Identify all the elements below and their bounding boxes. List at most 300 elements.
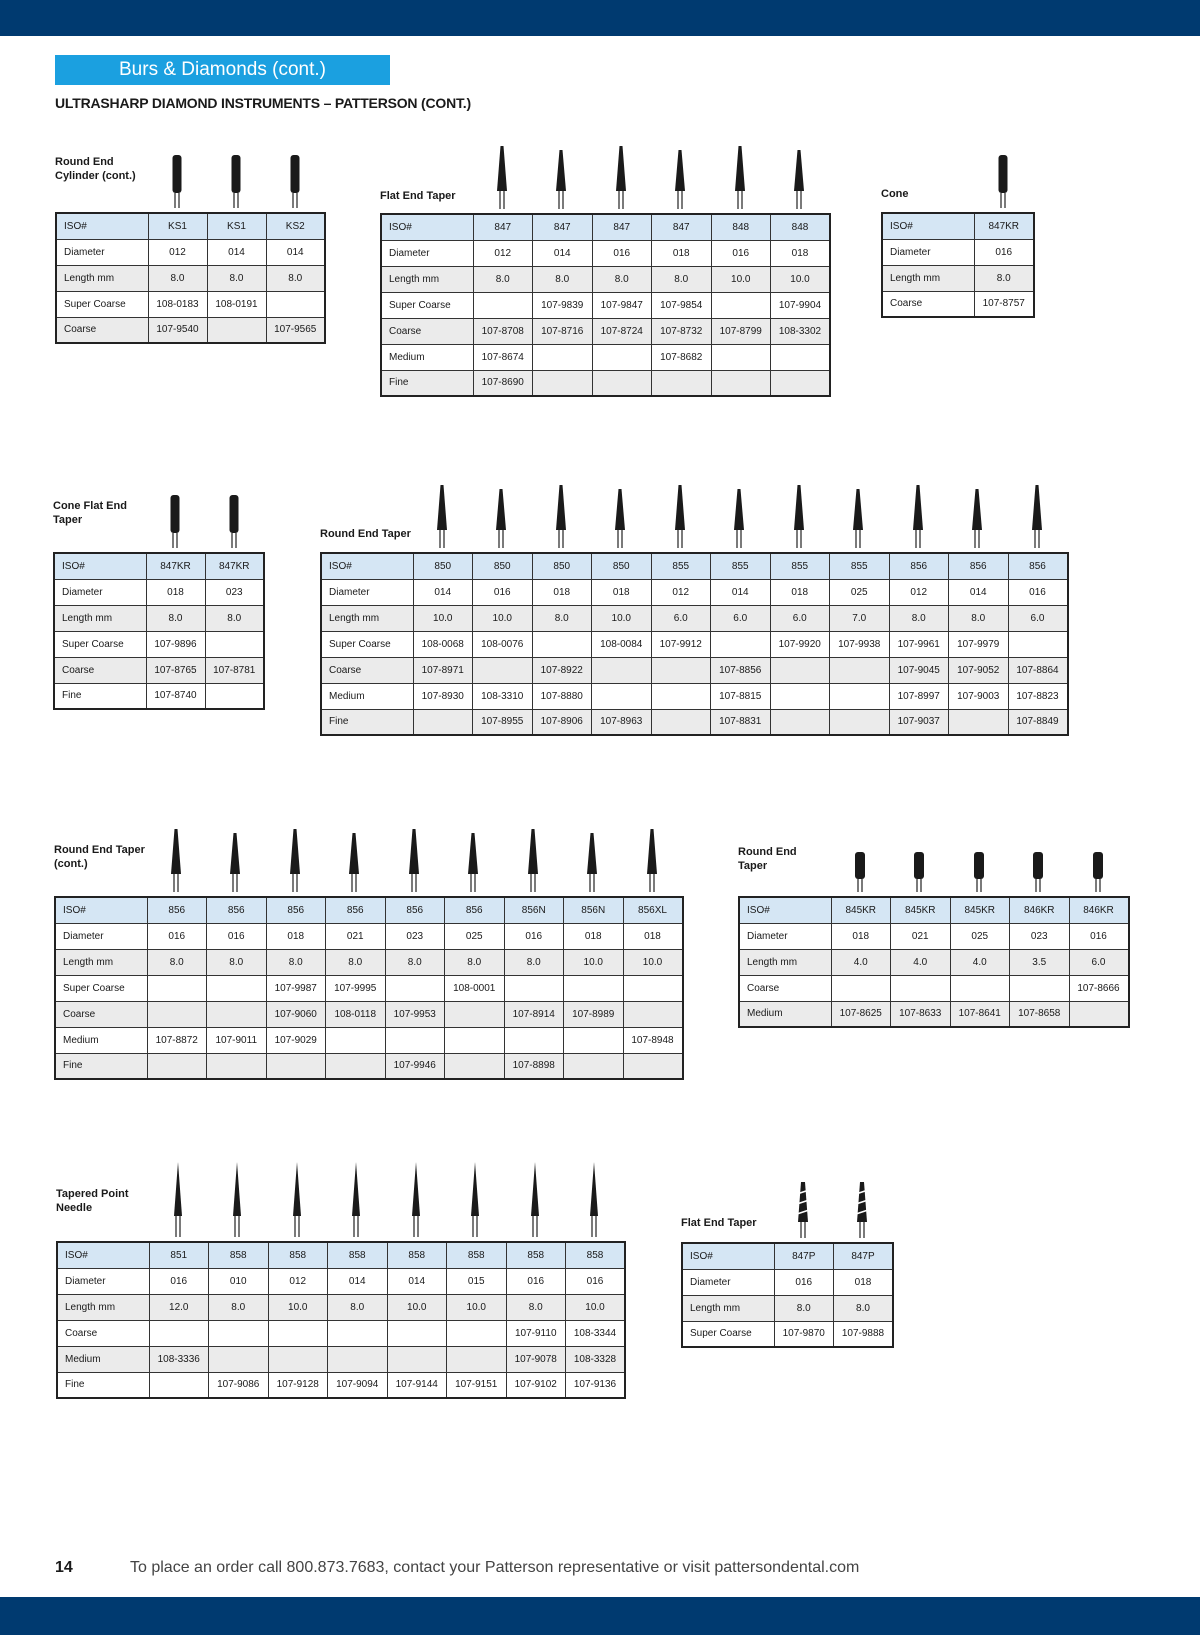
- table-1-label: [55, 155, 136, 183]
- table-7-label-line: Round End: [738, 846, 797, 858]
- table-row: [682, 1269, 893, 1295]
- table-cell: 10.0: [447, 1294, 507, 1320]
- table-cell: [207, 317, 266, 343]
- row-label: Length mm: [57, 1294, 149, 1320]
- table-row: [682, 1321, 893, 1347]
- bur-icon: [563, 827, 623, 892]
- table-cell: 10.0: [387, 1294, 447, 1320]
- table-row: [381, 344, 830, 370]
- table-cell: 107-9888: [834, 1321, 894, 1347]
- bur-icon: [505, 1162, 565, 1237]
- table-cell: 018: [652, 240, 712, 266]
- table-row: [55, 1053, 683, 1079]
- bur-icon: [1009, 847, 1069, 892]
- table-cell: 107-8641: [950, 1001, 1010, 1027]
- row-label: Super Coarse: [56, 291, 148, 317]
- table-cell: 018: [564, 923, 624, 949]
- table-cell: 107-8997: [889, 683, 949, 709]
- table-cell: 025: [830, 579, 890, 605]
- table-cell: 018: [771, 240, 831, 266]
- table-cell: 856: [266, 897, 326, 923]
- table-row: [739, 923, 1129, 949]
- table-4-label-line: Cone Flat End: [53, 500, 127, 512]
- bur-icon: [949, 847, 1009, 892]
- table-cell: 107-8955: [473, 709, 533, 735]
- table-9-label-line: Flat End Taper: [681, 1217, 757, 1229]
- table-cell: 850: [473, 553, 533, 579]
- table-cell: 108-0118: [326, 1001, 386, 1027]
- table-cell: 107-9961: [889, 631, 949, 657]
- table-cell: 015: [447, 1268, 507, 1294]
- table-cell: 8.0: [949, 605, 1009, 631]
- page-number: 14: [55, 1559, 73, 1576]
- bur-icon: [472, 144, 532, 209]
- table-cell: 8.0: [146, 605, 205, 631]
- table-cell: 10.0: [268, 1294, 328, 1320]
- table-cell: 8.0: [266, 949, 326, 975]
- row-label: ISO#: [882, 213, 974, 239]
- row-label: Diameter: [55, 923, 147, 949]
- table-row: [321, 553, 1068, 579]
- table-cell: 847: [533, 214, 593, 240]
- table-cell: 855: [830, 553, 890, 579]
- bur-icon: [769, 483, 829, 548]
- table-cell: 856: [1008, 553, 1068, 579]
- table-cell: [533, 344, 593, 370]
- table-1-bur-images: [147, 153, 324, 208]
- table-cell: 016: [473, 579, 533, 605]
- table-cell: 108-0191: [207, 291, 266, 317]
- table-row: [56, 291, 325, 317]
- table-row: [381, 240, 830, 266]
- table-cell: [445, 1053, 505, 1079]
- table-cell: 025: [950, 923, 1010, 949]
- table-cell: 012: [473, 240, 533, 266]
- table-6-bur-images: [146, 827, 682, 892]
- table-cell: 023: [385, 923, 445, 949]
- table-row: [56, 265, 325, 291]
- table-cell: [592, 683, 652, 709]
- table-cell: 845KR: [950, 897, 1010, 923]
- row-label: ISO#: [56, 213, 148, 239]
- row-label: Length mm: [54, 605, 146, 631]
- table-cell: 021: [326, 923, 386, 949]
- table-5-label-line: Round End Taper: [320, 528, 411, 540]
- table-2-label: [380, 189, 456, 203]
- bur-icon: [890, 847, 950, 892]
- table-6-label-line: Round End Taper: [54, 844, 145, 856]
- table-cell: 012: [889, 579, 949, 605]
- table-cell: 107-8781: [205, 657, 264, 683]
- table-cell: 014: [533, 240, 593, 266]
- bur-icon: [830, 847, 890, 892]
- bur-icon: [948, 483, 1008, 548]
- table-cell: 8.0: [774, 1295, 834, 1321]
- table-cell: 016: [566, 1268, 626, 1294]
- table-row: [321, 683, 1068, 709]
- table-cell: 107-8898: [504, 1053, 564, 1079]
- table-cell: [623, 1053, 683, 1079]
- table-cell: 6.0: [1069, 949, 1129, 975]
- table-cell: 014: [711, 579, 771, 605]
- row-label: Coarse: [321, 657, 413, 683]
- table-cell: 108-0076: [473, 631, 533, 657]
- table-cell: 014: [413, 579, 473, 605]
- table-cell: 023: [205, 579, 264, 605]
- table-cell: 8.0: [533, 266, 593, 292]
- table-cell: 10.0: [473, 605, 533, 631]
- table-row: [882, 265, 1034, 291]
- table-cell: 8.0: [592, 266, 652, 292]
- bur-icon: [888, 483, 948, 548]
- table-3-label-line: Cone: [881, 188, 909, 200]
- table-cell: 107-9540: [148, 317, 207, 343]
- table-cell: 107-8799: [711, 318, 771, 344]
- table-cell: 6.0: [651, 605, 711, 631]
- bur-icon: [147, 153, 206, 208]
- table-cell: [387, 1346, 447, 1372]
- table-cell: 107-8856: [711, 657, 771, 683]
- table-cell: [711, 631, 771, 657]
- table-cell: [652, 370, 712, 396]
- table-6: [54, 896, 684, 1080]
- table-cell: 108-3310: [473, 683, 533, 709]
- table-9: [681, 1242, 894, 1348]
- table-cell: 7.0: [830, 605, 890, 631]
- table-cell: 107-8849: [1008, 709, 1068, 735]
- table-cell: 8.0: [504, 949, 564, 975]
- row-label: Super Coarse: [321, 631, 413, 657]
- table-cell: 018: [592, 579, 652, 605]
- bur-icon: [710, 483, 770, 548]
- table-cell: 108-0068: [413, 631, 473, 657]
- table-cell: [564, 1027, 624, 1053]
- table-cell: 018: [532, 579, 592, 605]
- table-cell: 107-8880: [532, 683, 592, 709]
- table-cell: [473, 657, 533, 683]
- table-cell: 012: [268, 1268, 328, 1294]
- table-cell: 018: [623, 923, 683, 949]
- table-cell: 845KR: [891, 897, 951, 923]
- table-cell: [385, 1027, 445, 1053]
- row-label: Coarse: [54, 657, 146, 683]
- table-cell: 858: [566, 1242, 626, 1268]
- table-cell: 846KR: [1069, 897, 1129, 923]
- table-cell: 107-8757: [974, 291, 1034, 317]
- table-9-label: [681, 1216, 757, 1230]
- table-9-bur-images: [773, 1180, 892, 1238]
- row-label: Length mm: [56, 265, 148, 291]
- table-row: [55, 923, 683, 949]
- table-row: [55, 897, 683, 923]
- table-cell: 012: [651, 579, 711, 605]
- table-cell: 10.0: [564, 949, 624, 975]
- table-cell: 856: [385, 897, 445, 923]
- table-cell: 107-9839: [533, 292, 593, 318]
- table-cell: 107-8872: [147, 1027, 207, 1053]
- table-row: [381, 214, 830, 240]
- table-8-label: [56, 1187, 129, 1215]
- table-cell: [770, 683, 830, 709]
- table-row: [55, 1027, 683, 1053]
- table-cell: [149, 1320, 209, 1346]
- bur-icon: [472, 483, 532, 548]
- table-cell: 107-8971: [413, 657, 473, 683]
- bur-icon: [591, 483, 651, 548]
- table-cell: 107-9102: [506, 1372, 566, 1398]
- table-cell: 014: [387, 1268, 447, 1294]
- row-label: Fine: [54, 683, 146, 709]
- table-row: [56, 317, 325, 343]
- bur-icon: [651, 144, 711, 209]
- table-cell: [445, 1027, 505, 1053]
- table-cell: 018: [831, 923, 891, 949]
- table-row: [54, 579, 264, 605]
- table-cell: KS2: [266, 213, 325, 239]
- bur-icon: [650, 483, 710, 548]
- table-row: [54, 631, 264, 657]
- row-label: Medium: [739, 1001, 831, 1027]
- top-bar: [0, 0, 1200, 36]
- table-cell: 016: [207, 923, 267, 949]
- row-label: Diameter: [56, 239, 148, 265]
- bur-icon: [444, 827, 504, 892]
- table-cell: [413, 709, 473, 735]
- table-cell: [209, 1320, 269, 1346]
- table-cell: 847P: [834, 1243, 894, 1269]
- table-cell: 107-9045: [889, 657, 949, 683]
- table-cell: [623, 975, 683, 1001]
- table-3: [881, 212, 1035, 318]
- table-cell: 012: [148, 239, 207, 265]
- bur-icon: [773, 1180, 833, 1238]
- bur-icon: [1007, 483, 1067, 548]
- table-row: [54, 553, 264, 579]
- table-cell: 107-8625: [831, 1001, 891, 1027]
- table-cell: 025: [445, 923, 505, 949]
- table-row: [57, 1268, 625, 1294]
- table-row: [739, 1001, 1129, 1027]
- table-cell: 856: [326, 897, 386, 923]
- table-cell: 108-0001: [445, 975, 505, 1001]
- table-3-label: [881, 187, 909, 201]
- table-cell: 107-8989: [564, 1001, 624, 1027]
- table-cell: 107-9144: [387, 1372, 447, 1398]
- table-cell: 10.0: [566, 1294, 626, 1320]
- table-cell: [268, 1346, 328, 1372]
- table-cell: 12.0: [149, 1294, 209, 1320]
- table-row: [321, 631, 1068, 657]
- table-cell: 107-9920: [770, 631, 830, 657]
- table-cell: [949, 709, 1009, 735]
- table-cell: 108-3328: [566, 1346, 626, 1372]
- row-label: Fine: [55, 1053, 147, 1079]
- table-cell: 8.0: [147, 949, 207, 975]
- table-cell: 016: [504, 923, 564, 949]
- table-cell: 107-9060: [266, 1001, 326, 1027]
- table-row: [57, 1346, 625, 1372]
- bur-icon: [622, 827, 682, 892]
- table-cell: 023: [1010, 923, 1070, 949]
- table-cell: [328, 1346, 388, 1372]
- table-cell: 108-0084: [592, 631, 652, 657]
- table-cell: [268, 1320, 328, 1346]
- table-cell: 014: [328, 1268, 388, 1294]
- table-cell: 107-8716: [533, 318, 593, 344]
- bottom-bar: [0, 1597, 1200, 1635]
- table-cell: 855: [711, 553, 771, 579]
- row-label: Diameter: [882, 239, 974, 265]
- table-cell: [771, 344, 831, 370]
- bur-icon: [532, 144, 592, 209]
- table-7-label: [738, 845, 797, 873]
- bur-icon: [531, 483, 591, 548]
- table-cell: 4.0: [891, 949, 951, 975]
- table-cell: 8.0: [974, 265, 1034, 291]
- table-cell: 107-8930: [413, 683, 473, 709]
- table-cell: 016: [147, 923, 207, 949]
- table-row: [739, 975, 1129, 1001]
- row-label: Diameter: [381, 240, 473, 266]
- page-subtitle: ULTRASHARP DIAMOND INSTRUMENTS – PATTERSON (CONT.): [55, 95, 471, 111]
- table-row: [882, 291, 1034, 317]
- bur-icon: [265, 153, 324, 208]
- row-label: ISO#: [739, 897, 831, 923]
- table-cell: 10.0: [592, 605, 652, 631]
- table-cell: 10.0: [623, 949, 683, 975]
- table-cell: 8.0: [473, 266, 533, 292]
- bur-icon: [565, 1162, 625, 1237]
- table-cell: 856N: [564, 897, 624, 923]
- table-cell: [1069, 1001, 1129, 1027]
- table-cell: 018: [146, 579, 205, 605]
- row-label: Super Coarse: [381, 292, 473, 318]
- table-cell: 851: [149, 1242, 209, 1268]
- table-cell: KS1: [148, 213, 207, 239]
- table-cell: [533, 370, 593, 396]
- table-cell: 107-8666: [1069, 975, 1129, 1001]
- bur-icon: [829, 483, 889, 548]
- table-cell: 8.0: [532, 605, 592, 631]
- table-cell: [592, 344, 652, 370]
- table-cell: 107-9037: [889, 709, 949, 735]
- table-cell: 107-8740: [146, 683, 205, 709]
- table-cell: 107-9847: [592, 292, 652, 318]
- row-label: ISO#: [55, 897, 147, 923]
- row-label: Diameter: [321, 579, 413, 605]
- table-cell: 107-8674: [473, 344, 533, 370]
- table-5-label: [320, 527, 411, 541]
- table-cell: 6.0: [770, 605, 830, 631]
- table-row: [56, 239, 325, 265]
- table-cell: [651, 657, 711, 683]
- table-cell: [564, 1053, 624, 1079]
- table-cell: 847KR: [205, 553, 264, 579]
- table-2-label-line: Flat End Taper: [380, 190, 456, 202]
- bur-icon: [412, 483, 472, 548]
- table-cell: [711, 292, 771, 318]
- bur-icon: [833, 1180, 893, 1238]
- table-cell: 10.0: [771, 266, 831, 292]
- table-cell: 856: [207, 897, 267, 923]
- table-cell: 8.0: [506, 1294, 566, 1320]
- table-7-bur-images: [830, 847, 1128, 892]
- table-cell: 10.0: [413, 605, 473, 631]
- table-7: [738, 896, 1130, 1028]
- table-cell: 107-8658: [1010, 1001, 1070, 1027]
- row-label: Coarse: [882, 291, 974, 317]
- row-label: Coarse: [57, 1320, 149, 1346]
- row-label: ISO#: [682, 1243, 774, 1269]
- table-cell: 848: [771, 214, 831, 240]
- row-label: Medium: [57, 1346, 149, 1372]
- row-label: Coarse: [55, 1001, 147, 1027]
- table-8-bur-images: [148, 1162, 624, 1237]
- table-cell: [830, 683, 890, 709]
- table-4-bur-images: [145, 493, 263, 548]
- table-row: [54, 605, 264, 631]
- table-row: [739, 949, 1129, 975]
- table-cell: [532, 631, 592, 657]
- table-3-bur-images: [973, 153, 1033, 208]
- table-cell: 8.0: [266, 265, 325, 291]
- table-cell: 107-8690: [473, 370, 533, 396]
- row-label: Diameter: [739, 923, 831, 949]
- table-8-label-line: Tapered Point: [56, 1188, 129, 1200]
- table-cell: 107-8682: [652, 344, 712, 370]
- table-cell: [387, 1320, 447, 1346]
- row-label: Medium: [55, 1027, 147, 1053]
- row-label: Medium: [321, 683, 413, 709]
- row-label: Coarse: [56, 317, 148, 343]
- table-cell: 858: [506, 1242, 566, 1268]
- bur-icon: [770, 144, 830, 209]
- table-cell: 018: [770, 579, 830, 605]
- table-cell: [447, 1320, 507, 1346]
- table-1-label-line: Cylinder (cont.): [55, 170, 136, 182]
- table-cell: 107-8708: [473, 318, 533, 344]
- table-row: [57, 1242, 625, 1268]
- table-cell: [771, 370, 831, 396]
- table-cell: 6.0: [1008, 605, 1068, 631]
- bur-icon: [327, 1162, 387, 1237]
- table-row: [381, 266, 830, 292]
- table-cell: 108-0183: [148, 291, 207, 317]
- table-cell: 107-8724: [592, 318, 652, 344]
- table-cell: 850: [532, 553, 592, 579]
- table-cell: 107-9904: [771, 292, 831, 318]
- table-6-label-line: (cont.): [54, 858, 88, 870]
- table-cell: 8.0: [326, 949, 386, 975]
- table-cell: 107-9912: [651, 631, 711, 657]
- bur-icon: [325, 827, 385, 892]
- table-cell: [651, 709, 711, 735]
- table-cell: 107-9078: [506, 1346, 566, 1372]
- table-cell: [447, 1346, 507, 1372]
- table-cell: 107-8765: [146, 657, 205, 683]
- table-cell: 858: [447, 1242, 507, 1268]
- table-4-label-line: Taper: [53, 514, 83, 526]
- row-label: Length mm: [739, 949, 831, 975]
- table-cell: 016: [711, 240, 771, 266]
- table-cell: 856: [949, 553, 1009, 579]
- row-label: ISO#: [321, 553, 413, 579]
- bur-icon: [145, 493, 204, 548]
- row-label: Coarse: [739, 975, 831, 1001]
- table-cell: 858: [209, 1242, 269, 1268]
- table-cell: [592, 657, 652, 683]
- table-row: [54, 683, 264, 709]
